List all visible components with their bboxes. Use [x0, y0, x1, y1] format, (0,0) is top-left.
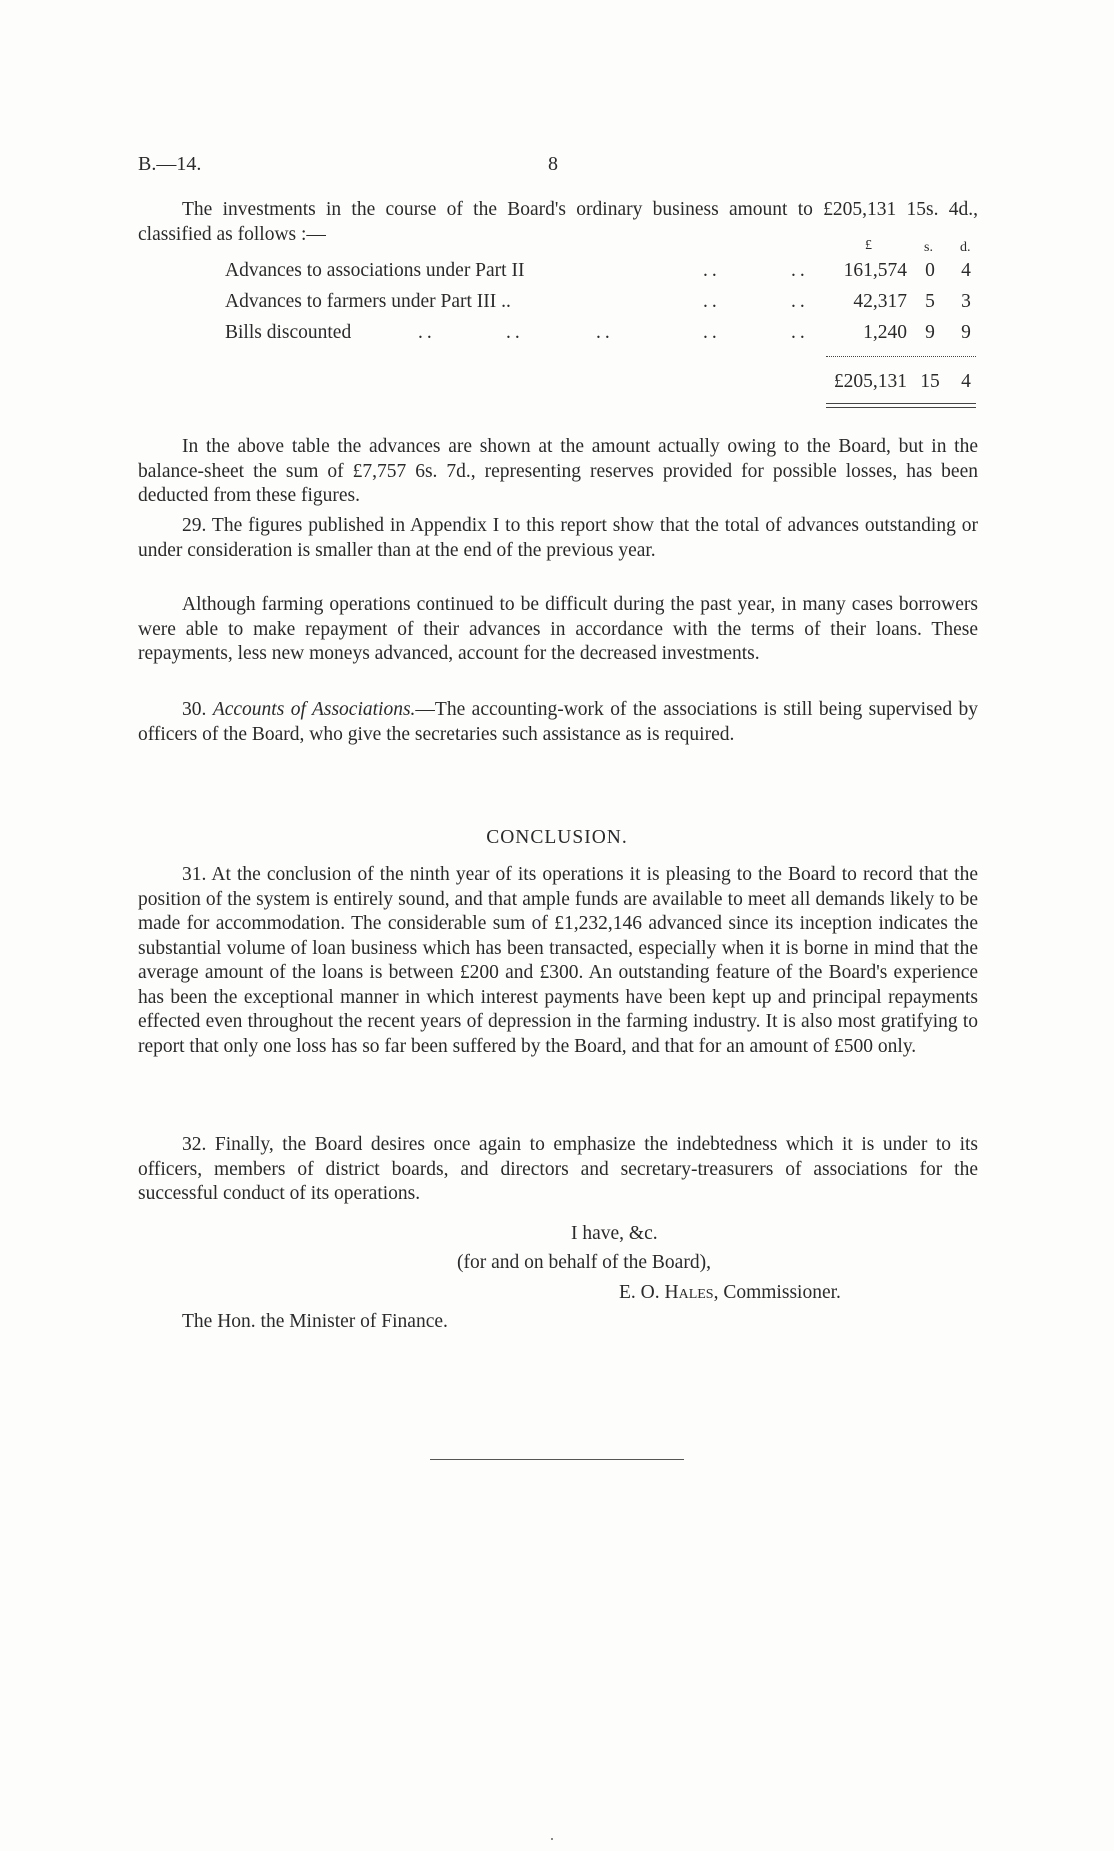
- paragraph-30-number: 30.: [182, 699, 207, 720]
- row-pence: 4: [961, 260, 971, 281]
- leader-dots: ..: [418, 322, 436, 343]
- leader-dots: ..: [791, 260, 809, 281]
- page-number: 8: [548, 153, 558, 175]
- unit-pounds: £: [865, 238, 872, 253]
- row-shillings: 0: [925, 260, 935, 281]
- paragraph-31: 31. At the conclusion of the ninth year of its operations it is pleasing to the Board to record that the position of the system is entirely sound, and that ample funds are available to meet all demands likely to be made for accommodation. The considerable sum of £1,232,146 advanced since its inception indicates the substantial volume of loan business which has been transacted, especially when it is borne in mind that the average amount of the loans is between £200 and £300. An outstanding feature of the Board's experience has been the exceptional manner in which interest payments have been kept up and principal repayments effected even throughout the recent years of depression in the farming industry. It is also most gratifying to report that only one loss has so far been suffered by the Board, and that for an amount of £500 only.: [138, 864, 978, 1057]
- paragraph-30-body: —The accounting-work of the associations is still being supervised by officers of the Board, who give the secretaries such assistance as is required.: [138, 699, 978, 745]
- leader-dots: ..: [506, 322, 524, 343]
- paragraph-29: 29. The figures published in Appendix I to this report show that the total of advances outstanding or under consideration is smaller than at the end of the previous year.: [138, 515, 978, 561]
- paragraph-reserves: In the above table the advances are shown at the amount actually owing to the Board, but in the balance-sheet the sum of £7,757 6s. 7d., representing reserves provided for possible losses, has been deducted from these figures.: [138, 436, 978, 506]
- row-pounds: 161,574: [843, 260, 907, 281]
- row-label: Advances to associations under Part II: [225, 260, 525, 281]
- leader-dots: ..: [791, 322, 809, 343]
- intro-paragraph: The investments in the course of the Board's ordinary business amount to £205,131 15s. 4d., classified as follows :—: [138, 199, 978, 245]
- paragraph-32: 32. Finally, the Board desires once again to emphasize the indebtedness which it is under to its officers, members of district boards, and directors and secretary-treasurers of associations for the successful conduct of its operations.: [138, 1134, 978, 1204]
- signer-title: , Commissioner.: [713, 1282, 841, 1303]
- leader-dots: ..: [703, 322, 721, 343]
- total-pounds: £205,131: [833, 371, 907, 392]
- total-double-rule-top: [826, 403, 976, 404]
- page-speck: [551, 1838, 553, 1840]
- signature: [619, 1282, 841, 1304]
- signer-initials: E. O.: [619, 1282, 660, 1303]
- row-label: Advances to farmers under Part III ..: [225, 291, 511, 312]
- leader-dots: ..: [791, 291, 809, 312]
- leader-dots: ..: [596, 322, 614, 343]
- conclusion-heading: CONCLUSION.: [486, 827, 628, 848]
- paragraph-30-title: Accounts of Associations.: [212, 699, 416, 720]
- paragraph-repayments: Although farming operations continued to be difficult during the past year, in many cases borrowers were able to make repayment of their advances in accordance with the terms of their loans. These repayments, less new moneys advanced, account for the decreased investments.: [138, 594, 978, 664]
- row-shillings: 9: [925, 322, 935, 343]
- closing-behalf: (for and on behalf of the Board),: [457, 1252, 711, 1273]
- unit-pence: d.: [960, 240, 971, 255]
- paragraph-30: [138, 698, 978, 747]
- row-pence: 9: [961, 322, 971, 343]
- row-pence: 3: [961, 291, 971, 312]
- total-pence: 4: [961, 371, 971, 392]
- row-pounds: 42,317: [853, 291, 907, 312]
- row-pounds: 1,240: [863, 322, 907, 343]
- report-code: B.—14.: [138, 153, 202, 175]
- total-shillings: 15: [920, 371, 940, 392]
- addressee: The Hon. the Minister of Finance.: [182, 1311, 448, 1332]
- leader-dots: ..: [703, 291, 721, 312]
- row-label: Bills discounted: [225, 322, 352, 343]
- unit-shillings: s.: [924, 240, 933, 255]
- closing-line: I have, &c.: [571, 1223, 658, 1244]
- row-shillings: 5: [925, 291, 935, 312]
- sum-rule: [826, 356, 976, 357]
- signer-name: Hales: [664, 1282, 714, 1303]
- footer-rule: [430, 1459, 684, 1460]
- leader-dots: ..: [703, 260, 721, 281]
- total-double-rule-bottom: [826, 407, 976, 408]
